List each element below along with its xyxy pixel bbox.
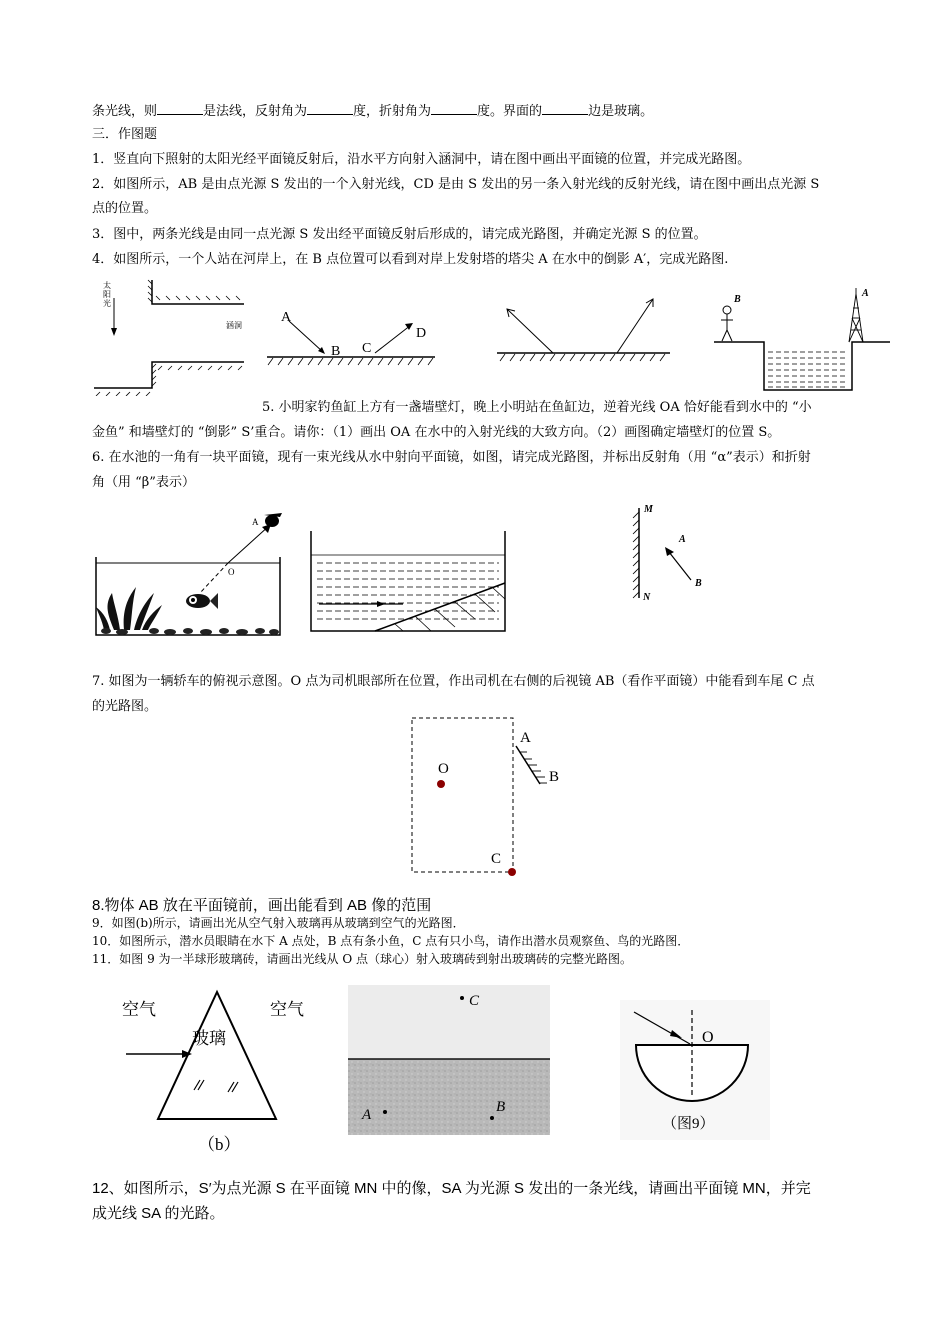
question-7-line-2: 的光路图。 [92,699,158,714]
question-6-line-1: 6. 在水池的一角有一块平面镜，现有一束光线从水中射向平面镜，如图，请完成光路图，并标出反射角（用 “α”表示）和折射 [92,450,811,465]
fill-blank-line [92,101,653,121]
label-A: A [252,517,259,527]
label-A: A [679,534,686,545]
question-8: 8.物体 AB 放在平面镜前，画出能看到 AB 像的范围 [92,897,432,914]
glass-label: 玻璃 [192,1029,226,1048]
label-M: M [644,504,653,515]
text-part: 条光线，则 [92,104,158,119]
label-C: C [491,851,502,867]
figure-mirror-mn [625,500,715,605]
figure-pool-mirror [305,527,515,637]
question-10: 10．如图所示，潜水员眼睛在水下 A 点处，B 点有条小鱼，C 点有只小鸟，请作出潜水员观察鱼、鸟的光路图． [92,934,690,948]
goldfish-icon [186,593,218,609]
text-part: 是法线，反射角为 [203,104,308,119]
observer-head-icon [264,513,282,527]
air-left-label: 空气 [122,1000,156,1019]
air-right-label: 空气 [270,1000,304,1019]
figure-person-tower [712,286,892,392]
water-plant-icon [96,587,162,630]
label-O: O [438,761,449,777]
label-N: N [643,592,651,603]
answer-blank[interactable] [431,101,477,115]
label-B: B [496,1099,506,1115]
figure-sun-tunnel [92,278,252,396]
label-B: B [549,769,560,785]
question-2-line-1: 2．如图所示，AB 是由点光源 S 发出的一个入射光线，CD 是由 S 发出的另一条入射光线的反射光线，请在图中画出点光源 S [92,177,820,192]
question-12-line-1: 12、如图所示，S′为点光源 S 在平面镜 MN 中的像，SA 为光源 S 发出的一条光线，请画出平面镜 MN，并完 [92,1180,811,1197]
label-A: A [281,310,292,325]
label-C: C [469,993,480,1009]
figure-fish-tank [92,505,287,640]
figure-two-rays [495,293,675,363]
figure-caption-b: （b） [198,1135,241,1154]
tunnel-label: 涵洞 [226,321,242,330]
question-11: 11．如图 9 为一半球形玻璃砖，请画出光线从 O 点（球心）射入玻璃砖到射出玻璃砖的完整光路图。 [92,952,633,966]
question-2-line-2: 点的位置。 [92,201,158,216]
text-part: 度，折射角为 [353,104,432,119]
question-5-line-2: 金鱼” 和墙壁灯的 “倒影” S’重合。请你：（1）画出 OA 在水中的入射光线的大致方向。（2）画图确定墙壁灯的位置 S。 [92,425,781,440]
label-A: A [862,288,869,299]
figure-water-diver [348,985,550,1135]
label-C: C [362,341,372,356]
figure-caption-9: （图9） [662,1116,715,1132]
question-1: 1．竖直向下照射的太阳光经平面镜反射后，沿水平方向射入涵洞中，请在图中画出平面镜的位置，并完成光路图。 [92,152,751,167]
text-part: 度。界面的 [477,104,543,119]
text-part: 边是玻璃。 [588,104,654,119]
sun-label: 太阳光 [103,281,111,308]
label-B: B [734,294,741,305]
section-title: 三．作图题 [92,127,158,142]
label-O: O [702,1029,714,1046]
figure-car-top-view [400,712,570,882]
label-O: O [228,567,235,577]
label-A: A [362,1107,372,1123]
figure-ab-cd [265,305,440,370]
label-A: A [520,730,531,746]
question-6-line-2: 角（用 “β”表示） [92,475,195,490]
question-4: 4．如图所示，一个人站在河岸上，在 B 点位置可以看到对岸上发射塔的塔尖 A 在水中的倒影 A′，完成光路图. [92,252,729,267]
answer-blank[interactable] [157,101,203,115]
figure-prism [110,988,325,1158]
label-B: B [331,344,341,359]
question-12-line-2: 成光线 SA 的光路。 [92,1205,225,1222]
question-3: 3．图中，两条光线是由同一点光源 S 发出经平面镜反射后形成的，请完成光路图，并确定光源 S 的位置。 [92,227,707,242]
question-5-line-1: 5. 小明家钓鱼缸上方有一盏墙壁灯，晚上小明站在鱼缸边，逆着光线 OA 恰好能看到水中的 “小 [262,400,812,415]
question-7-line-1: 7. 如图为一辆轿车的俯视示意图。O 点为司机眼部所在位置，作出司机在右侧的后视镜 AB（看作平面镜）中能看到车尾 C 点 [92,674,815,689]
question-9: 9．如图(b)所示，请画出光从空气射入玻璃再从玻璃到空气的光路图． [92,916,465,930]
label-B: B [695,578,702,589]
answer-blank[interactable] [542,101,588,115]
answer-blank[interactable] [307,101,353,115]
label-D: D [416,326,427,341]
figure-hemisphere [620,1000,770,1140]
